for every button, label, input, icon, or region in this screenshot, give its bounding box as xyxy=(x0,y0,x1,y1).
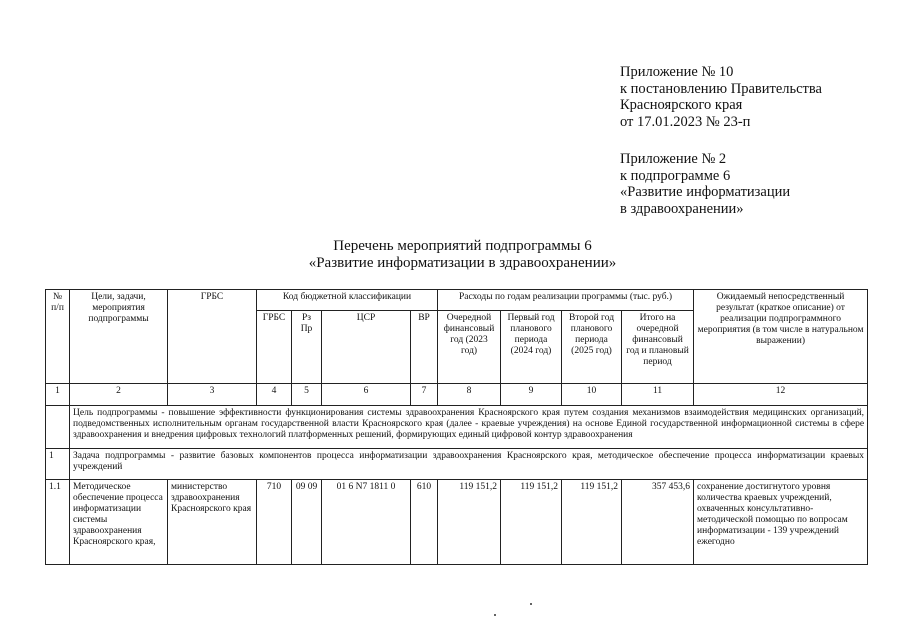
appendix-2-line1: Приложение № 2 xyxy=(620,151,727,167)
row-year1: 119 151,2 xyxy=(438,480,501,565)
col-number-4: 4 xyxy=(257,384,292,406)
title-line2: «Развитие информатизации в здравоохранении» xyxy=(308,255,617,271)
col-number-5: 5 xyxy=(292,384,322,406)
appendix-2-block xyxy=(620,151,790,217)
scan-speck xyxy=(530,603,532,605)
table-row xyxy=(46,480,868,565)
appendix-2-line4: в здравоохранении» xyxy=(620,200,744,217)
col-number-10: 10 xyxy=(562,384,622,406)
activities-table xyxy=(45,289,868,565)
header-rzpr: Рз Пр xyxy=(292,311,322,384)
col-number-7: 7 xyxy=(411,384,438,406)
row-vr: 610 xyxy=(411,480,438,565)
appendix-2-line2: к подпрограмме 6 xyxy=(620,167,731,184)
col-number-3: 3 xyxy=(168,384,257,406)
header-goals: Цели, задачи, мероприятия подпрограммы xyxy=(70,290,168,384)
header-result: Ожидаемый непосредственный результат (краткое описание) от реализации подпрограммного мероприятия (в том числе в натуральном выражении) xyxy=(694,290,868,384)
title-line1: Перечень мероприятий подпрограммы 6 xyxy=(333,238,592,254)
task-num: 1 xyxy=(46,449,70,480)
col-number-8: 8 xyxy=(438,384,501,406)
appendix-10-line2: к постановлению Правительства xyxy=(620,80,822,97)
row-grbs: министерство здравоохранения Красноярского края xyxy=(168,480,257,565)
header-year3: Второй год планового периода (2025 год) xyxy=(562,311,622,384)
col-number-2: 2 xyxy=(70,384,168,406)
header-grbs-code: ГРБС xyxy=(257,311,292,384)
column-numbers-row xyxy=(46,384,868,406)
appendix-10-line1: Приложение № 10 xyxy=(620,64,734,80)
task-row xyxy=(46,449,868,480)
header-vr: ВР xyxy=(411,311,438,384)
document-title xyxy=(0,238,905,272)
header-budget-code: Код бюджетной классификации xyxy=(257,290,438,311)
scan-speck xyxy=(494,614,496,616)
col-number-12: 12 xyxy=(694,384,868,406)
header-num: № п/п xyxy=(46,290,70,384)
appendix-2-line3: «Развитие информатизации xyxy=(620,184,791,200)
row-year3: 119 151,2 xyxy=(562,480,622,565)
row-grbs-code: 710 xyxy=(257,480,292,565)
header-grbs: ГРБС xyxy=(168,290,257,384)
row-result: сохранение достигнутого уровня количества краевых учреждений, охваченных консультативно-методической помощью по вопросам информатизации - 139 учреждений ежегодно xyxy=(694,480,868,565)
col-number-1: 1 xyxy=(46,384,70,406)
row-year2: 119 151,2 xyxy=(501,480,562,565)
header-year2: Первый год планового периода (2024 год) xyxy=(501,311,562,384)
col-number-6: 6 xyxy=(322,384,411,406)
task-text: Задача подпрограммы - развитие базовых компонентов процесса информатизации здравоохранения Красноярского края, методическое обеспечение процесса информатизации краевых учреждений xyxy=(70,449,868,480)
header-expenses: Расходы по годам реализации программы (тыс. руб.) xyxy=(438,290,694,311)
header-csr: ЦСР xyxy=(322,311,411,384)
col-number-11: 11 xyxy=(622,384,694,406)
goal-num-cell xyxy=(46,406,70,449)
row-rzpr: 09 09 xyxy=(292,480,322,565)
goal-row xyxy=(46,406,868,449)
goal-text: Цель подпрограммы - повышение эффективности функционирования системы здравоохранения Красноярского края путем создания механизмов взаимодействия медицинских организаций, подведомственных исполнительным органам государственной власти Красноярского края (далее - краевые учреждения) на основе Единой государственной информационной системы в сфере здравоохранения и внедрения цифровых технологий платформенных решений, формирующих единый цифровой контур здравоохранения xyxy=(70,406,868,449)
col-number-9: 9 xyxy=(501,384,562,406)
header-year1: Очередной финансовый год (2023 год) xyxy=(438,311,501,384)
row-name: Методическое обеспечение процесса информатизации системы здравоохранения Красноярского края, xyxy=(70,480,168,565)
appendix-10-line4: от 17.01.2023 № 23-п xyxy=(620,113,751,130)
row-num: 1.1 xyxy=(46,480,70,565)
row-total: 357 453,6 xyxy=(622,480,694,565)
appendix-10-line3: Красноярского края xyxy=(620,97,743,113)
header-row-1 xyxy=(46,290,868,311)
row-csr: 01 6 N7 1811 0 xyxy=(322,480,411,565)
header-total: Итого на очередной финансовый год и плановый период xyxy=(622,311,694,384)
appendix-10-block xyxy=(620,64,822,130)
